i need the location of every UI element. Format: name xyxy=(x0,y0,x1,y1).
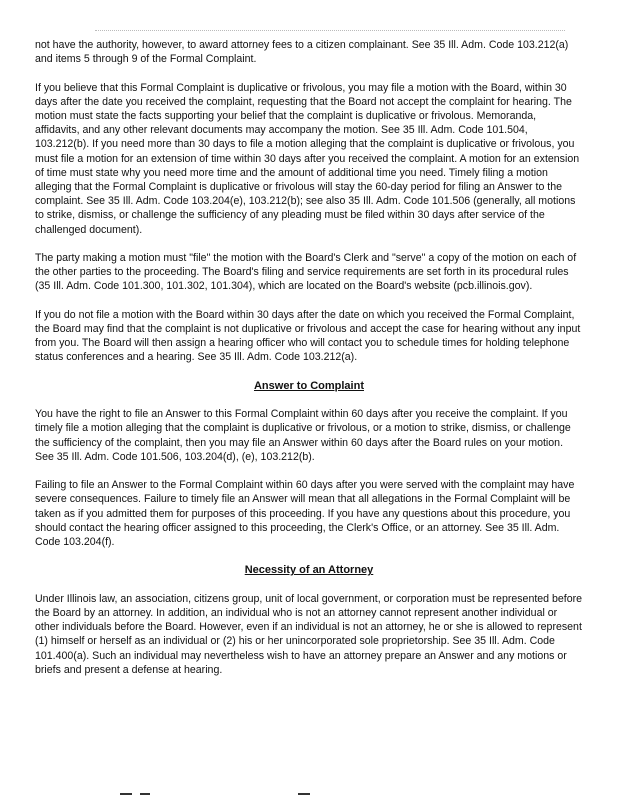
paragraph-answer-right: You have the right to file an Answer to this Formal Complaint within 60 days after you receive the complaint. If you timely file a motion alleging that the complaint is duplicative or frivolous, or a motion to strike, dismiss, or challenge the sufficiency of the complaint, then you may file an Answer within 60 days after the Board rules on your motion. See 35 Ill. Adm. Code 101.506, 103.204(d), (e), 103.212(b). xyxy=(35,408,571,463)
footer-scan-mark xyxy=(120,793,132,795)
paragraph-no-motion: If you do not file a motion with the Board within 30 days after the date on which you received the Formal Complaint, the Board may find that the complaint is not duplicative or frivolous and accept the case for hearing without any input from you. The Board will then assign a hearing officer who will contact you to schedule times for holding telephone status conferences and a hearing. See 35 Ill. Adm. Code 103.212(a). xyxy=(35,308,581,364)
paragraph-filing-service: The party making a motion must "file" the motion with the Board's Clerk and "serve" a copy of the motion on each of the other parties to the proceeding. The Board's filing and service requirements are set forth in its procedural rules (35 Ill. Adm. Code 101.300, 101.302, 101.304), which are located on the Board's website (pcb.illinois.gov). xyxy=(35,252,577,293)
heading-necessity-of-attorney: Necessity of an Attorney xyxy=(244,564,374,577)
top-rule xyxy=(95,30,565,31)
footer-scan-mark xyxy=(298,793,310,795)
paragraph-duplicative-motion: If you believe that this Formal Complaint is duplicative or frivolous, you may file a motion with the Board, within 30 days after the date you received the complaint, requesting that the Board not accept the complaint for hearing. The motion must state the facts supporting your belief that the complaint is duplicative or frivolous. Memoranda, affidavits, and any other relevant documents may accompany the motion. See 35 Ill. Adm. Code 101.504, 103.212(b). If you need more than 30 days to file a motion alleging that the complaint is duplicative or frivolous, you must file a motion for an extension of time within 30 days after you received the complaint. A motion for an extension of time must state why you need more time and the amount of additional time you need. Timely filing a motion alleging that the Formal Complaint is duplicative or frivolous will stay the 60-day period for filing an Answer to the complaint. See 35 Ill. Adm. Code 103.204(e), 103.212(b); see also 35 Ill. Adm. Code 101.506 (generally, all motions to strike, dismiss, or challenge the sufficiency of any pleading must be filed within 30 days after service of the challenged document). xyxy=(35,81,580,236)
footer-scan-mark xyxy=(140,793,150,795)
paragraph-attorney-requirement: Under Illinois law, an association, citizens group, unit of local government, or corporation must be represented before the Board by an attorney. In addition, an individual who is not an attorney cannot represent another individual or other individuals before the Board. However, even if an individual is not an attorney, he or she is allowed to represent (1) himself or herself as an individual or (2) his or her unincorporated sole proprietorship. See 35 Ill. Adm. Code 101.400(a). Such an individual may nevertheless wish to have an attorney prepare an Answer and any motions or briefs and present a defense at hearing. xyxy=(35,592,583,676)
paragraph-answer-failure: Failing to file an Answer to the Formal Complaint within 60 days after you were served with the complaint may have severe consequences. Failure to timely file an Answer will mean that all allegations in the Formal Complaint will be taken as if you admitted them for purposes of this proceeding. If you have any questions about this procedure, you should contact the hearing officer assigned to this proceeding, the Clerk's Office, or an attorney. See 35 Ill. Adm. Code 103.204(f). xyxy=(35,479,575,549)
heading-answer-to-complaint: Answer to Complaint xyxy=(253,379,364,392)
document-body xyxy=(35,38,583,691)
paragraph-fees-continued: not have the authority, however, to award attorney fees to a citizen complainant. See 35 Ill. Adm. Code 103.212(a) and items 5 through 9 of the Formal Complaint. xyxy=(35,39,569,66)
